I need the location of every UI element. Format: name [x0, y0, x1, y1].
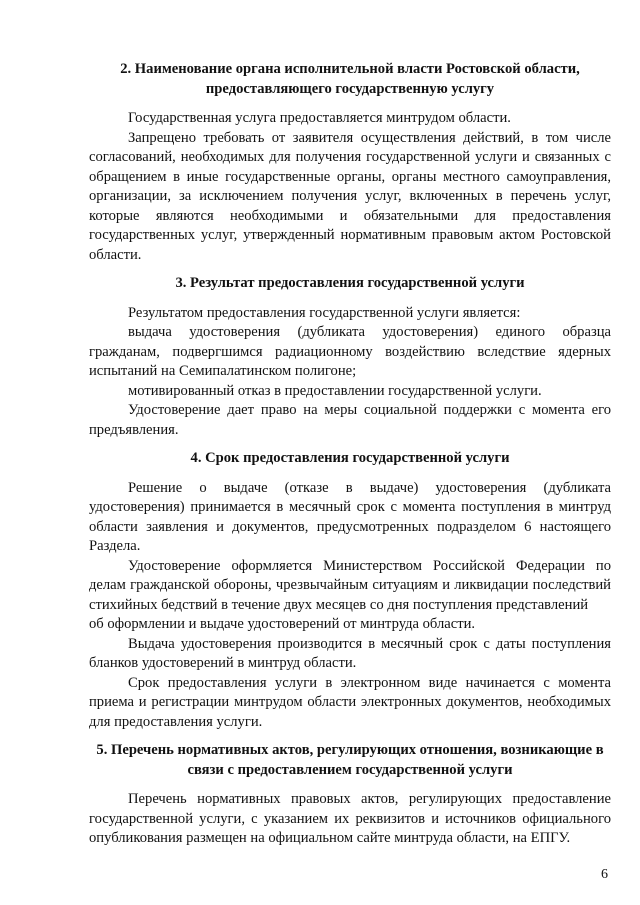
paragraph: Выдача удостоверения производится в месячный срок с даты поступления бланков удостоверений в минтруд области.	[89, 635, 611, 671]
section-heading: 3. Результат предоставления государственной услуги	[175, 275, 525, 291]
paragraph: Срок предоставления услуги в электронном виде начинается с момента приема и регистрации минтрудом области электронных документов, необходимых для предоставления услуги.	[89, 674, 611, 730]
section-5	[89, 741, 611, 849]
paragraph: Удостоверение дает право на меры социальной поддержки с момента его предъявления.	[89, 402, 611, 438]
section-heading: 2. Наименование органа исполнительной власти Ростовской области, предоставляющего государственную услугу	[120, 61, 580, 97]
section-4	[89, 449, 611, 732]
section-2	[89, 60, 611, 265]
page-number: 6	[601, 867, 608, 882]
section-heading: 4. Срок предоставления государственной услуги	[190, 450, 510, 466]
section-3	[89, 274, 611, 440]
paragraph: Удостоверение оформляется Министерством Российской Федерации по делам гражданской обороны, чрезвычайным ситуациям и ликвидации последствий стихийных бедствий в течение двух месяцев со дня поступления представлений	[89, 557, 611, 613]
document-page	[89, 60, 611, 849]
section-heading: 5. Перечень нормативных актов, регулирующих отношения, возникающие в связи с предоставлением государственной услуги	[96, 742, 604, 778]
paragraph: Запрещено требовать от заявителя осуществления действий, в том числе согласований, необходимых для получения государственной услуги и связанных с обращением в иные государственные органы, органы местного самоуправления, организации, за исключением получения услуг, включенных в перечень услуг, которые являются необходимыми и обязательными для предоставления государственных услуг, утвержденный нормативным правовым актом Ростовской области.	[89, 129, 611, 263]
paragraph: Государственная услуга предоставляется минтрудом области.	[128, 110, 511, 126]
paragraph: об оформлении и выдаче удостоверений от минтруда области.	[89, 616, 476, 632]
paragraph: Решение о выдаче (отказе в выдаче) удостоверения (дубликата удостоверения) принимается в месячный срок с момента поступления в минтруд области заявления и документов, предусмотренных подразделом 6 настоящего Раздела.	[89, 479, 611, 554]
paragraph: мотивированный отказ в предоставлении государственной услуги.	[128, 382, 542, 399]
paragraph: Результатом предоставления государственной услуги является:	[128, 304, 521, 321]
paragraph: выдача удостоверения (дубликата удостоверения) единого образца гражданам, подвергшимся радиационному воздействию вследствие ядерных испытаний на Семипалатинском полигоне;	[89, 324, 611, 379]
paragraph: Перечень нормативных правовых актов, регулирующих предоставление государственной услуги, с указанием их реквизитов и источников официального опубликования размещен на официальном сайте минтруда области, на ЕПГУ.	[89, 791, 611, 846]
